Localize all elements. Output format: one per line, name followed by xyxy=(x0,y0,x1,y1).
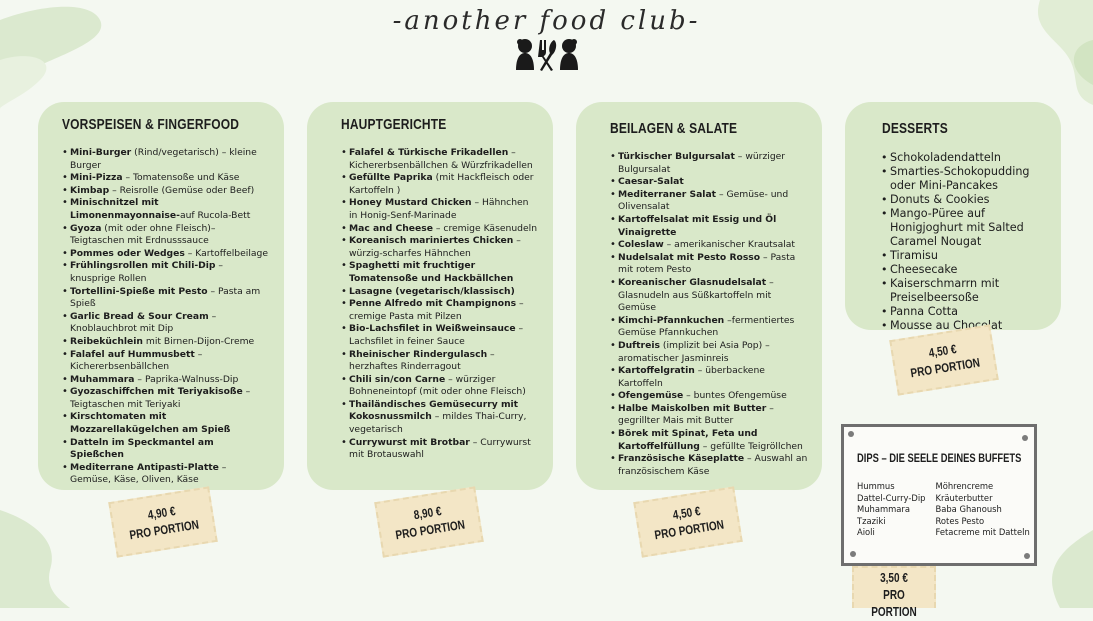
menu-item-name: Minischnitzel mit Limonenmayonnaise- xyxy=(70,197,180,221)
menu-item-name: Gyoza xyxy=(70,222,102,234)
menu-item xyxy=(618,252,808,277)
price-ticket-beilagen xyxy=(633,486,743,557)
menu-item-description: – Gemüse, Käse, Oliven, Käse xyxy=(70,461,227,486)
dip-item: Tzaziki xyxy=(857,515,886,526)
menu-item-name: Türkischer Bulgursalat xyxy=(618,151,735,162)
menu-item-description: – würziger Bohneneintopf (mit oder ohne Fleisch) xyxy=(349,373,526,398)
menu-item-description: Panna Cotta xyxy=(890,305,958,318)
menu-item xyxy=(349,172,539,197)
menu-item xyxy=(349,399,539,437)
header xyxy=(0,6,1093,76)
menu-item-description: mit Birnen-Dijon-Creme xyxy=(142,335,255,347)
menu-item-description: – gegrillter Mais mit Butter xyxy=(618,402,774,427)
menu-list xyxy=(610,151,808,478)
dip-item: Fetacreme mit Datteln xyxy=(935,527,1030,538)
brand-name: another food club xyxy=(404,6,689,36)
menu-item xyxy=(618,365,808,390)
menu-item xyxy=(70,197,270,222)
menu-item-description: Cheesecake xyxy=(890,263,958,276)
swirl-decoration-bottom-left xyxy=(0,500,90,608)
menu-item-name: Mini-Burger xyxy=(70,147,132,158)
menu-item-name: Chili sin/con Carne xyxy=(349,373,446,385)
menu-item-description: – würziger Bulgursalat xyxy=(618,151,786,175)
menu-item-description: Schokoladendatteln xyxy=(890,151,1001,164)
dips-columns xyxy=(857,481,1030,539)
menu-item xyxy=(70,286,270,311)
menu-item xyxy=(70,260,270,285)
menu-item xyxy=(70,248,270,261)
menu-item-name: Falafel & Türkische Frikadellen xyxy=(349,147,509,158)
section-card-beilagen xyxy=(576,102,822,490)
dip-item: Dattel-Curry-Dip xyxy=(857,492,926,503)
menu-item xyxy=(349,235,539,260)
menu-item-description: – Paprika-Walnuss-Dip xyxy=(134,373,239,385)
dip-item: Rotes Pesto xyxy=(935,515,985,526)
menu-item-description: auf Rucola-Bett xyxy=(179,209,251,221)
menu-item-description: – Reisrolle (Gemüse oder Beef) xyxy=(109,184,255,196)
menu-item-description: – amerikanischer Krautsalat xyxy=(663,239,795,251)
dips-column-right xyxy=(935,481,1029,539)
menu-item-description: Mango-Püree auf Honigjoghurt mit Salted Caramel Nougat xyxy=(890,207,1024,248)
menu-item-description: – Pasta am Spieß xyxy=(70,285,261,310)
menu-item-name: Koreanisch mariniertes Chicken xyxy=(349,235,514,247)
price-value: 4,50 € xyxy=(927,342,958,361)
menu-item-name: Falafel auf Hummusbett xyxy=(70,348,195,360)
pin-icon xyxy=(850,551,856,557)
menu-item xyxy=(349,437,539,462)
menu-item-name: Koreanischer Glasnudelsalat xyxy=(618,276,767,288)
section-title: VORSPEISEN & FINGERFOOD xyxy=(62,116,240,133)
dip-item: Möhrencreme xyxy=(935,481,994,491)
menu-item xyxy=(349,147,539,172)
menu-item xyxy=(890,305,1047,319)
menu-item-name: Garlic Bread & Sour Cream xyxy=(70,310,209,322)
menu-item xyxy=(349,223,539,236)
menu-item-name: Ofengemüse xyxy=(618,390,684,402)
section-title: HAUPTGERICHTE xyxy=(341,116,447,133)
section-card-hauptgerichte xyxy=(307,102,553,490)
menu-item xyxy=(70,185,270,198)
menu-item-description: – Kartoffelbeilage xyxy=(184,247,269,259)
menu-item xyxy=(890,165,1047,193)
menu-item-name: Reibeküchlein xyxy=(70,335,143,347)
menu-item-description: Donuts & Cookies xyxy=(890,193,990,206)
menu-item-name: Honey Mustard Chicken xyxy=(349,197,472,209)
menu-item-name: Kimbap xyxy=(70,184,110,196)
price-value: 3,50 € xyxy=(880,571,908,585)
menu-item-description: (mit Hackfleisch oder Kartoffeln ) xyxy=(349,172,534,196)
menu-item xyxy=(618,403,808,428)
menu-item-name: Französische Käseplatte xyxy=(618,453,745,465)
menu-item xyxy=(890,263,1047,277)
menu-item-name: Penne Alfredo mit Champignons xyxy=(349,298,517,310)
menu-item xyxy=(890,151,1047,165)
menu-item xyxy=(70,437,270,462)
menu-item-description: – Kichererbsenbällchen xyxy=(70,348,203,373)
menu-item-description: – knusprige Rollen xyxy=(70,260,224,284)
pin-icon xyxy=(1024,553,1030,559)
dip-item: Baba Ghanoush xyxy=(935,504,1002,515)
price-value: 4,50 € xyxy=(671,504,702,523)
menu-item-name: Caesar-Salat xyxy=(618,176,684,188)
menu-item-description: (Rind/vegetarisch) – kleine Burger xyxy=(70,147,257,171)
dips-board xyxy=(841,424,1037,566)
menu-item-name: Kartoffelgratin xyxy=(618,365,695,377)
menu-item xyxy=(349,197,539,222)
menu-item-description: – Teigtaschen mit Teriyaki xyxy=(70,386,251,410)
title-dash-left: - xyxy=(392,6,405,36)
dip-item: Kräuterbutter xyxy=(935,492,993,503)
menu-item xyxy=(70,374,270,387)
price-unit: PRO PORTION xyxy=(871,588,917,619)
menu-item-name: Bio-Lachsfilet in Weißweinsauce xyxy=(349,323,516,335)
menu-item xyxy=(890,277,1047,305)
menu-item-name: Thailändisches Gemüsecurry mit Kokosnussmilch xyxy=(349,398,519,423)
menu-item-name: Kartoffelsalat mit Essig und Öl Vinaigrette xyxy=(618,213,777,238)
menu-item-name: Gefüllte Paprika xyxy=(349,172,433,184)
menu-item-name: Rheinischer Rindergulasch xyxy=(349,348,488,360)
menu-item xyxy=(70,349,270,374)
menu-item-description: – Tomatensoße und Käse xyxy=(122,172,240,184)
dip-item: Hummus xyxy=(857,481,895,491)
logo-silhouettes-icon xyxy=(512,36,582,72)
menu-item xyxy=(618,340,808,365)
section-title: DESSERTS xyxy=(882,120,948,137)
menu-item-name: Nudelsalat mit Pesto Rosso xyxy=(618,251,761,263)
section-card-desserts xyxy=(845,102,1061,330)
menu-item xyxy=(349,286,539,299)
menu-item-description: – Hähnchen in Honig-Senf-Marinade xyxy=(349,197,529,221)
menu-item xyxy=(618,214,808,239)
menu-item-name: Pommes oder Wedges xyxy=(70,247,185,259)
menu-item-description: – cremige Pasta mit Pilzen xyxy=(349,298,524,322)
menu-item xyxy=(618,189,808,214)
dips-title: DIPS – DIE SEELE DEINES BUFFETS xyxy=(857,451,1022,465)
menu-item xyxy=(618,453,808,478)
menu-item xyxy=(890,193,1047,207)
menu-item-name: Currywurst mit Brotbar xyxy=(349,436,470,448)
menu-item-description: Kaiserschmarrn mit Preiselbeersoße xyxy=(890,277,1000,304)
menu-item-description: (mit oder ohne Fleisch)– Teigtaschen mit Erdnusssauce xyxy=(70,222,216,247)
menu-item-description: – cremige Käsenudeln xyxy=(432,222,538,234)
price-value: 8,90 € xyxy=(412,504,443,523)
menu-item xyxy=(349,260,539,285)
menu-item-description: Tiramisu xyxy=(890,249,938,262)
menu-item-name: Kirschtomaten mit Mozzarellakügelchen am Spieß xyxy=(70,411,231,436)
menu-item-name: Börek mit Spinat, Feta und Kartoffelfüllung xyxy=(618,428,758,452)
menu-item-name: Kimchi-Pfannkuchen xyxy=(618,314,725,326)
menu-item xyxy=(70,311,270,336)
menu-item-description: –fermentiertes Gemüse Pfannkuchen xyxy=(618,314,795,339)
menu-item-name: Mini-Pizza xyxy=(70,172,123,184)
price-value: 4,90 € xyxy=(146,504,177,523)
menu-item-description: – überbackene Kartoffeln xyxy=(618,365,765,389)
price-unit: PRO PORTION xyxy=(653,517,725,543)
menu-item-name: Mac and Cheese xyxy=(349,222,433,234)
menu-item xyxy=(349,349,539,374)
menu-item xyxy=(890,207,1047,249)
menu-item xyxy=(618,151,808,176)
menu-item-description: – herzhaftes Rinderragout xyxy=(349,348,495,373)
pin-icon xyxy=(848,431,854,437)
menu-item xyxy=(349,323,539,348)
menu-item-name: Mediterrane Antipasti-Platte xyxy=(70,461,219,473)
pin-icon xyxy=(1022,435,1028,441)
menu-item-description: – Kichererbsenbällchen & Würzfrikadellen xyxy=(349,147,533,171)
price-ticket-dips xyxy=(852,566,936,619)
menu-item-description: – Lachsfilet in feiner Sauce xyxy=(349,323,524,347)
menu-item-name: Frühlingsrollen mit Chili-Dip xyxy=(70,260,216,272)
menu-item-description: Mousse au Chocolat xyxy=(890,319,1003,332)
menu-item xyxy=(349,374,539,399)
menu-item xyxy=(618,390,808,403)
dip-item: Aioli xyxy=(857,527,875,538)
menu-item-description: – buntes Ofengemüse xyxy=(683,390,787,402)
menu-item xyxy=(349,298,539,323)
menu-item-description: Smarties-Schokopudding oder Mini-Pancakes xyxy=(890,165,1030,192)
menu-item-description: (implizit bei Asia Pop) – aromatischer Jasminreis xyxy=(618,339,770,364)
menu-item-name: Duftreis xyxy=(618,339,660,351)
menu-item-name: Coleslaw xyxy=(618,239,664,251)
menu-item-description: – Currywurst mit Brotauswahl xyxy=(349,436,531,461)
menu-item-description: – Pasta mit rotem Pesto xyxy=(618,251,796,276)
menu-item xyxy=(70,462,270,487)
menu-item-description: – gefüllte Teigröllchen xyxy=(699,440,803,452)
menu-item-description: – Glasnudeln aus Süßkartoffeln mit Gemüse xyxy=(618,276,774,314)
dip-item: Muhammara xyxy=(857,504,910,515)
menu-item-description: – mildes Thai-Curry, vegetarisch xyxy=(349,411,527,436)
price-unit: PRO PORTION xyxy=(394,517,466,543)
menu-item xyxy=(618,239,808,252)
dips-column-left xyxy=(857,481,925,539)
menu-list xyxy=(882,151,1047,333)
menu-item xyxy=(618,428,808,453)
price-ticket-vorspeisen xyxy=(108,486,218,557)
title-dash-right: - xyxy=(688,6,701,36)
menu-item xyxy=(618,277,808,315)
price-unit: PRO PORTION xyxy=(909,355,981,381)
price-unit: PRO PORTION xyxy=(128,517,200,543)
menu-item xyxy=(618,176,808,189)
menu-list xyxy=(62,147,270,487)
menu-item-name: Halbe Maiskolben mit Butter xyxy=(618,402,767,414)
menu-item-description: – würzig-scharfes Hähnchen xyxy=(349,235,521,259)
menu-item xyxy=(70,386,270,411)
menu-item xyxy=(890,249,1047,263)
menu-item-name: Tortellini-Spieße mit Pesto xyxy=(70,285,208,297)
menu-item-name: Muhammara xyxy=(70,373,135,385)
price-ticket-desserts xyxy=(889,324,999,395)
brand-title xyxy=(0,6,1093,36)
menu-item-name: Gyozaschiffchen mit Teriyakisoße xyxy=(70,386,243,398)
menu-list xyxy=(341,147,539,462)
menu-item xyxy=(70,172,270,185)
menu-item xyxy=(70,147,270,172)
menu-item xyxy=(618,315,808,340)
menu-item-name: Mediterraner Salat xyxy=(618,188,717,200)
menu-item-name: Spaghetti mit fruchtiger Tomatensoße und Hackbällchen xyxy=(349,260,514,284)
menu-item-name: Lasagne (vegetarisch/klassisch) xyxy=(349,285,515,297)
menu-item xyxy=(70,411,270,436)
menu-item-description: – Knoblauchbrot mit Dip xyxy=(70,310,217,335)
menu-item-description: – Auswahl an französischem Käse xyxy=(618,453,808,477)
section-title: BEILAGEN & SALATE xyxy=(610,120,738,137)
menu-item-name: Datteln im Speckmantel am Spießchen xyxy=(70,436,214,461)
menu-item-description: – Gemüse- und Olivensalat xyxy=(618,188,789,213)
price-ticket-hauptgerichte xyxy=(374,486,484,557)
section-card-vorspeisen xyxy=(38,102,284,490)
menu-item xyxy=(70,223,270,248)
menu-item xyxy=(70,336,270,349)
